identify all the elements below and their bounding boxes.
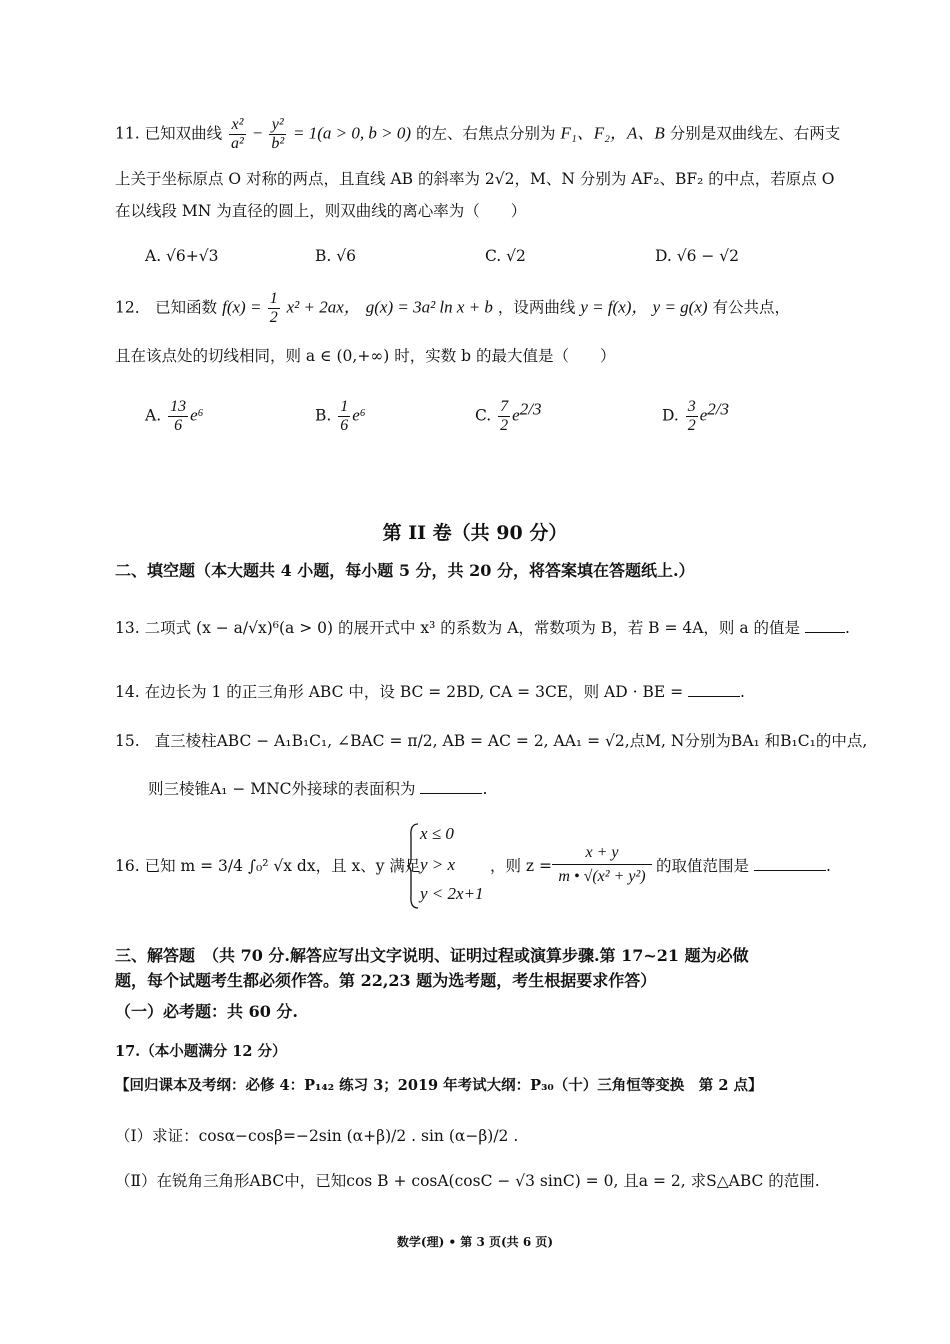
q16-constraint-3: y < 2x+1	[420, 884, 484, 903]
q16-constraint-2: y > x	[420, 855, 456, 874]
section3-line2: 题，每个试题考生都必须作答。第 22,23 题为选考题，考生根据要求作答）	[115, 971, 657, 990]
q13-number: 13.	[115, 619, 140, 637]
q11-number: 11.	[115, 124, 140, 143]
q12-opt-b-exp: e⁶	[352, 405, 366, 425]
q12-fx-tail: x² + 2ax，	[286, 297, 361, 317]
q15-answer-blank	[420, 779, 482, 794]
q16-line-b	[490, 855, 552, 877]
q16-text-c: 的取值范围是	[656, 857, 750, 875]
q11-option-a: A. √6+√3	[145, 247, 219, 265]
q14-number: 14.	[115, 683, 140, 701]
q16-text-a: 已知 m = 3/4 ∫₀² √x dx，且 x、y 满足	[144, 857, 421, 875]
q12-opt-a-exp: e⁶	[190, 405, 204, 425]
q11-foci: F₁、F₂，A、B	[560, 123, 665, 143]
q12-opt-c-den: 2	[500, 417, 509, 434]
q12-opt-c-label: C.	[475, 406, 492, 425]
q14-line: 14. 在边长为 1 的正三角形 ABC 中，设 BC = 2BD, CA = 3CE，则 AD · BE = .	[115, 683, 745, 701]
q12-text-b: ，设两曲线	[497, 298, 576, 317]
q12-number: 12．	[115, 298, 151, 317]
q16-line-c: 的取值范围是 .	[656, 857, 831, 875]
q12-line2: 且在该点处的切线相同，则 a ∈ (0,+∞) 时，实数 b 的最大值是（ ）	[115, 347, 616, 365]
q12-half: $\frac{1}{2}$	[269, 290, 278, 326]
q11-frac-x: $\frac{\text{x²}}{\text{a²}}$	[231, 116, 244, 152]
q11-line2: 上关于坐标原点 O 对称的两点，且直线 AB 的斜率为 2√2，M、N 分别为 AF₂、BF₂ 的中点，若原点 O	[115, 170, 835, 188]
q12-option-b	[315, 398, 366, 435]
q12-opt-d-exp: e	[699, 405, 708, 425]
q12-opt-b-label: B.	[315, 406, 332, 425]
q11-option-c: C. √2	[485, 247, 526, 265]
q12-opt-a-den: 6	[174, 417, 183, 434]
q12-line1	[115, 290, 790, 327]
q17-note: 【回归课本及考纲：必修 4：P₁₄₂ 练习 3；2019 年考试大纲：P₃₀（十）三角恒等变换 第 2 点】	[115, 1077, 763, 1094]
part2-title: 第 II 卷（共 90 分）	[382, 522, 568, 544]
q12-opt-b-den: 6	[340, 417, 349, 434]
q16-answer-blank	[754, 856, 826, 871]
q12-opt-c-num: 7	[500, 398, 509, 415]
q15-text: 直三棱柱ABC − A₁B₁C₁, ∠BAC = π/2, AB = AC = 2, AA₁ = √2,点M, N分别为BA₁ 和B₁C₁的中点,	[154, 732, 868, 750]
q14-answer-blank	[688, 682, 740, 697]
q11-option-d: D. √6 − √2	[655, 247, 740, 265]
q12-opt-d-sup: 2/3	[707, 399, 730, 419]
q15-line1	[115, 730, 867, 752]
q15-number: 15.	[115, 732, 140, 750]
q11-frac-y: $\frac{\text{y²}}{\text{b²}}$	[271, 116, 285, 152]
q12-opt-d-label: D.	[662, 406, 679, 425]
q16-number: 16.	[115, 857, 140, 875]
q13-text: 二项式 (x − a/√x)⁶(a > 0) 的展开式中 x³ 的系数为 A，常数项为 B，若 B = 4A，则 a 的值是	[144, 619, 801, 637]
q16-z-fraction	[552, 842, 652, 889]
page-footer: 数学(理) • 第 3 页(共 6 页)	[396, 1235, 554, 1249]
q16-constraint-1: x ≤ 0	[420, 824, 454, 843]
q11-line1: 11. 已知双曲线 $\frac{\text{x²}}{\text{a²}}$ − $\frac{\text{y²}}{\text{b²}}$ = 1(a > 0, b > 0) 的左、右焦点分别为 F₁、F₂，A、B 分别是双曲线左、右两支	[115, 116, 841, 152]
q12-option-a	[145, 398, 204, 435]
q12-text-a: 已知函数	[155, 298, 218, 317]
q15-text-2: 则三棱锥A₁ − MNC外接球的表面积为	[148, 780, 416, 798]
q16-text-b: ，则 z =	[490, 857, 553, 875]
q11-text-c: 分别是双曲线左、右两支	[669, 124, 841, 143]
q16-z-den: m • √(x² + y²)	[558, 868, 646, 885]
section3-subheading: （一）必考题：共 60 分.	[115, 1002, 298, 1021]
q11-line3: 在以线段 MN 为直径的圆上，则双曲线的离心率为（ ）	[115, 202, 527, 220]
q11-text-a: 已知双曲线	[144, 124, 223, 143]
q12-opt-a-label: A.	[145, 406, 162, 425]
q12-opt-d-num: 3	[687, 398, 696, 415]
q17-part-i: （Ⅰ）求证：cosα−cosβ=−2sin (α+β)/2 . sin (α−β)/2 .	[115, 1127, 519, 1145]
q16-line-a	[115, 855, 420, 877]
q14-text: 在边长为 1 的正三角形 ABC 中，设 BC = 2BD, CA = 3CE，则 AD · BE =	[144, 683, 684, 701]
q11-option-b: B. √6	[315, 247, 356, 265]
q12-option-c	[475, 398, 541, 435]
q12-fx: f(x) =	[222, 297, 266, 317]
q12-opt-c-exp: e	[512, 405, 520, 425]
q12-opt-b-num: 1	[340, 398, 349, 415]
q15-line2: 则三棱锥A₁ − MNC外接球的表面积为 .	[148, 780, 488, 798]
q12-gx: g(x) = 3a² ln x + b	[365, 297, 493, 317]
q13-answer-blank	[805, 618, 845, 633]
q12-opt-d-den: 2	[687, 417, 696, 434]
section2-heading: 二、填空题（本大题共 4 小题，每小题 5 分，共 20 分，将答案填在答题纸上.）	[115, 561, 695, 580]
q12-text-c: 有公共点，	[712, 298, 791, 317]
q12-opt-c-sup: 2/3	[519, 399, 542, 419]
q11-eq: = 1(a > 0, b > 0)	[293, 123, 412, 143]
q16-z-num: x + y	[552, 842, 652, 865]
q12-opt-a-num: 13	[170, 398, 187, 415]
q16-brace	[406, 822, 420, 910]
q12-option-d	[662, 398, 729, 435]
q17-part-ii: （Ⅱ）在锐角三角形ABC中，已知cos B + cosA(cosC − √3 sinC) = 0, 且a = 2, 求S△ABC 的范围.	[115, 1172, 820, 1190]
q11-text-b: 的左、右焦点分别为	[415, 124, 556, 143]
q13-line: 13. 二项式 (x − a/√x)⁶(a > 0) 的展开式中 x³ 的系数为 A，常数项为 B，若 B = 4A，则 a 的值是 .	[115, 619, 850, 637]
section3-line1: 三、解答题 （共 70 分.解答应写出文字说明、证明过程或演算步骤.第 17~21 题为必做	[115, 946, 749, 965]
q12-curves: y = f(x)， y = g(x)	[580, 297, 708, 317]
q17-title: 17.（本小题满分 12 分）	[115, 1043, 287, 1060]
